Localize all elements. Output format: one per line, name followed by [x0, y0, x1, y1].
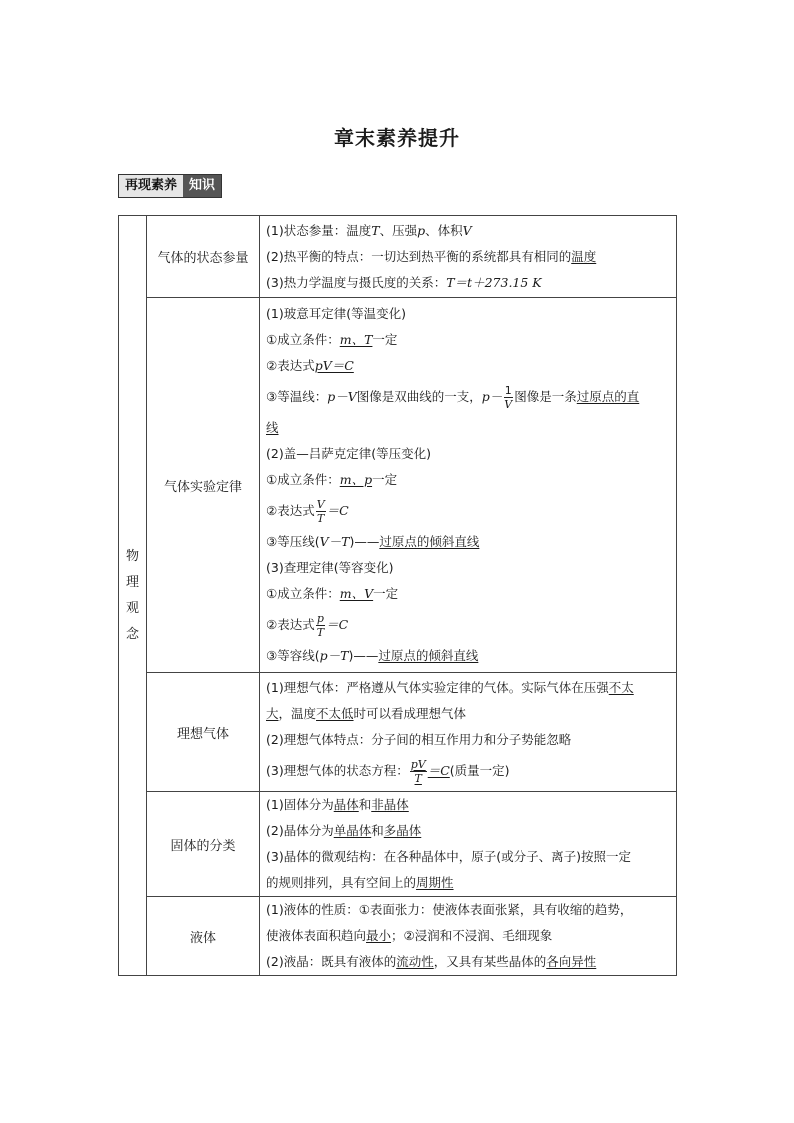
fraction: [503, 384, 513, 411]
answer: pV＝C: [314, 358, 354, 373]
category-char: 念: [125, 626, 139, 642]
var: p－: [481, 389, 503, 404]
text: )——: [348, 648, 379, 663]
fraction: [316, 498, 326, 525]
answer: 线: [266, 420, 279, 435]
content-gas-laws: [260, 298, 677, 673]
text: ③等温线：: [266, 389, 328, 404]
text: 一定: [372, 332, 398, 347]
badge-left: 再现素养: [119, 175, 183, 197]
answer: 不太低: [316, 706, 354, 721]
content-solids: [260, 792, 677, 897]
answer: 非晶体: [371, 797, 409, 812]
answer: m、p: [339, 472, 373, 487]
var: p: [417, 222, 426, 238]
fraction: [316, 612, 325, 639]
text: 一定: [373, 586, 399, 601]
numerator: 1: [504, 383, 512, 397]
text: ②表达式: [266, 358, 315, 373]
line: [266, 949, 670, 975]
category-char: 理: [125, 574, 139, 590]
var: p－V: [327, 389, 357, 404]
text: (3)热力学温度与摄氏度的关系：: [266, 274, 447, 290]
text: (1)状态参量：温度: [266, 222, 372, 238]
topic-ideal-gas: 理想气体: [147, 673, 260, 792]
line: [266, 218, 670, 244]
answer: 过原点的倾斜直线: [378, 648, 479, 663]
line: [266, 270, 670, 296]
line: [266, 923, 670, 949]
row-solids: [119, 792, 677, 897]
line: [266, 792, 670, 818]
text: 、体积: [425, 222, 463, 238]
answer: 多晶体: [383, 823, 422, 838]
line: [266, 753, 670, 789]
formula: ＝C: [326, 503, 349, 518]
line: [266, 493, 670, 529]
answer: 周期性: [416, 875, 454, 890]
numerator: V: [316, 497, 325, 511]
page-title: 章末素养提升: [334, 126, 460, 150]
text: ，温度: [278, 706, 317, 721]
answer: 单晶体: [333, 823, 372, 838]
answer: 流动性: [396, 954, 434, 969]
answer: 过原点的直: [576, 389, 640, 404]
text: ③等压线(: [266, 534, 320, 549]
text: (2)液晶：既具有液体的: [266, 954, 397, 969]
line: [266, 327, 670, 353]
text: 使液体表面积趋向: [266, 928, 367, 943]
line: (2)理想气体特点：分子间的相互作用力和分子势能忽略: [266, 732, 572, 747]
topic-solids: 固体的分类: [147, 792, 260, 897]
text: 的规则排列，具有空间上的: [266, 875, 417, 890]
text: ①成立条件：: [266, 586, 340, 601]
line: (1)玻意耳定律(等温变化): [266, 306, 406, 321]
row-liquid: [119, 897, 677, 976]
text: ①成立条件：: [266, 332, 340, 347]
badge-right: 知识: [183, 175, 221, 197]
numerator: p: [316, 611, 324, 625]
text: ，又具有某些晶体的: [433, 954, 547, 969]
formula: T＝t＋273.15 K: [446, 274, 542, 290]
text: 时可以看成理想气体: [353, 706, 467, 721]
answer: m、T: [339, 332, 373, 347]
line: [266, 643, 670, 669]
line: (3)晶体的微观结构：在各种晶体中，原子(或分子、离子)按照一定: [266, 849, 631, 864]
text: (2)热平衡的特点：一切达到热平衡的系统都具有相同的: [266, 248, 572, 264]
topic-liquid: 液体: [147, 897, 260, 976]
text: 和: [358, 797, 372, 812]
text: (1)固体分为: [266, 797, 334, 812]
line: (2)盖—吕萨克定律(等压变化): [266, 446, 431, 461]
line: [266, 379, 670, 415]
line: [266, 244, 670, 270]
text: 图像是一条: [514, 389, 577, 404]
text: ②表达式: [266, 503, 315, 518]
text: 、压强: [379, 222, 418, 238]
formula: ＝C: [326, 617, 349, 632]
var: p－T: [319, 648, 349, 663]
line: [266, 701, 670, 727]
answer: 过原点的倾斜直线: [379, 534, 480, 549]
knowledge-table: [118, 215, 677, 976]
var: T: [371, 222, 380, 238]
category-char: 物: [125, 548, 139, 564]
line: [266, 818, 670, 844]
answer: 温度: [571, 248, 597, 264]
text: 图像是双曲线的一支，: [356, 389, 482, 404]
row-gas-state: [119, 216, 677, 298]
answer: m、V: [339, 586, 374, 601]
text: )——: [349, 534, 380, 549]
content-gas-state: [260, 216, 677, 298]
line: [266, 467, 670, 493]
denominator: V: [504, 397, 513, 411]
line: (3)查理定律(等容变化): [266, 560, 394, 575]
line: [266, 353, 670, 379]
text: 和: [371, 823, 384, 838]
denominator: T: [316, 625, 325, 639]
section-badge: [118, 174, 222, 198]
text: (2)晶体分为: [266, 823, 334, 838]
text: ；②浸润和不浸润、毛细现象: [391, 928, 553, 943]
text: (质量一定): [449, 763, 510, 778]
row-gas-laws: [119, 298, 677, 673]
topic-gas-state: 气体的状态参量: [147, 216, 260, 298]
text: ②表达式: [266, 617, 315, 632]
text: ①成立条件：: [266, 472, 340, 487]
line: (1)液体的性质：①表面张力：使液体表面张紧，具有收缩的趋势，: [266, 902, 633, 917]
answer: 最小: [366, 928, 392, 943]
numerator: pV: [410, 757, 426, 771]
content-ideal-gas: [260, 673, 677, 792]
line: [266, 529, 670, 555]
text: 一定: [372, 472, 398, 487]
line: [266, 581, 670, 607]
topic-gas-laws: 气体实验定律: [147, 298, 260, 673]
denominator: T: [414, 771, 422, 785]
answer: 晶体: [333, 797, 359, 812]
answer: 各向异性: [546, 954, 597, 969]
line: [266, 870, 670, 896]
text: ③等容线(: [266, 648, 320, 663]
text: (3)理想气体的状态方程：: [266, 763, 409, 778]
var: V－T: [319, 534, 350, 549]
denominator: T: [317, 511, 325, 525]
answer: ＝C: [427, 763, 450, 778]
fraction: [410, 758, 427, 785]
answer: 不太: [608, 680, 634, 695]
line: [266, 675, 670, 701]
line: [266, 607, 670, 643]
category-cell: [119, 216, 147, 976]
answer: 大: [266, 706, 279, 721]
text: (1)理想气体：严格遵从气体实验定律的气体。实际气体在压强: [266, 680, 609, 695]
var: V: [462, 222, 472, 238]
category-char: 观: [125, 600, 139, 616]
line: [266, 415, 670, 441]
row-ideal-gas: [119, 673, 677, 792]
content-liquid: [260, 897, 677, 976]
